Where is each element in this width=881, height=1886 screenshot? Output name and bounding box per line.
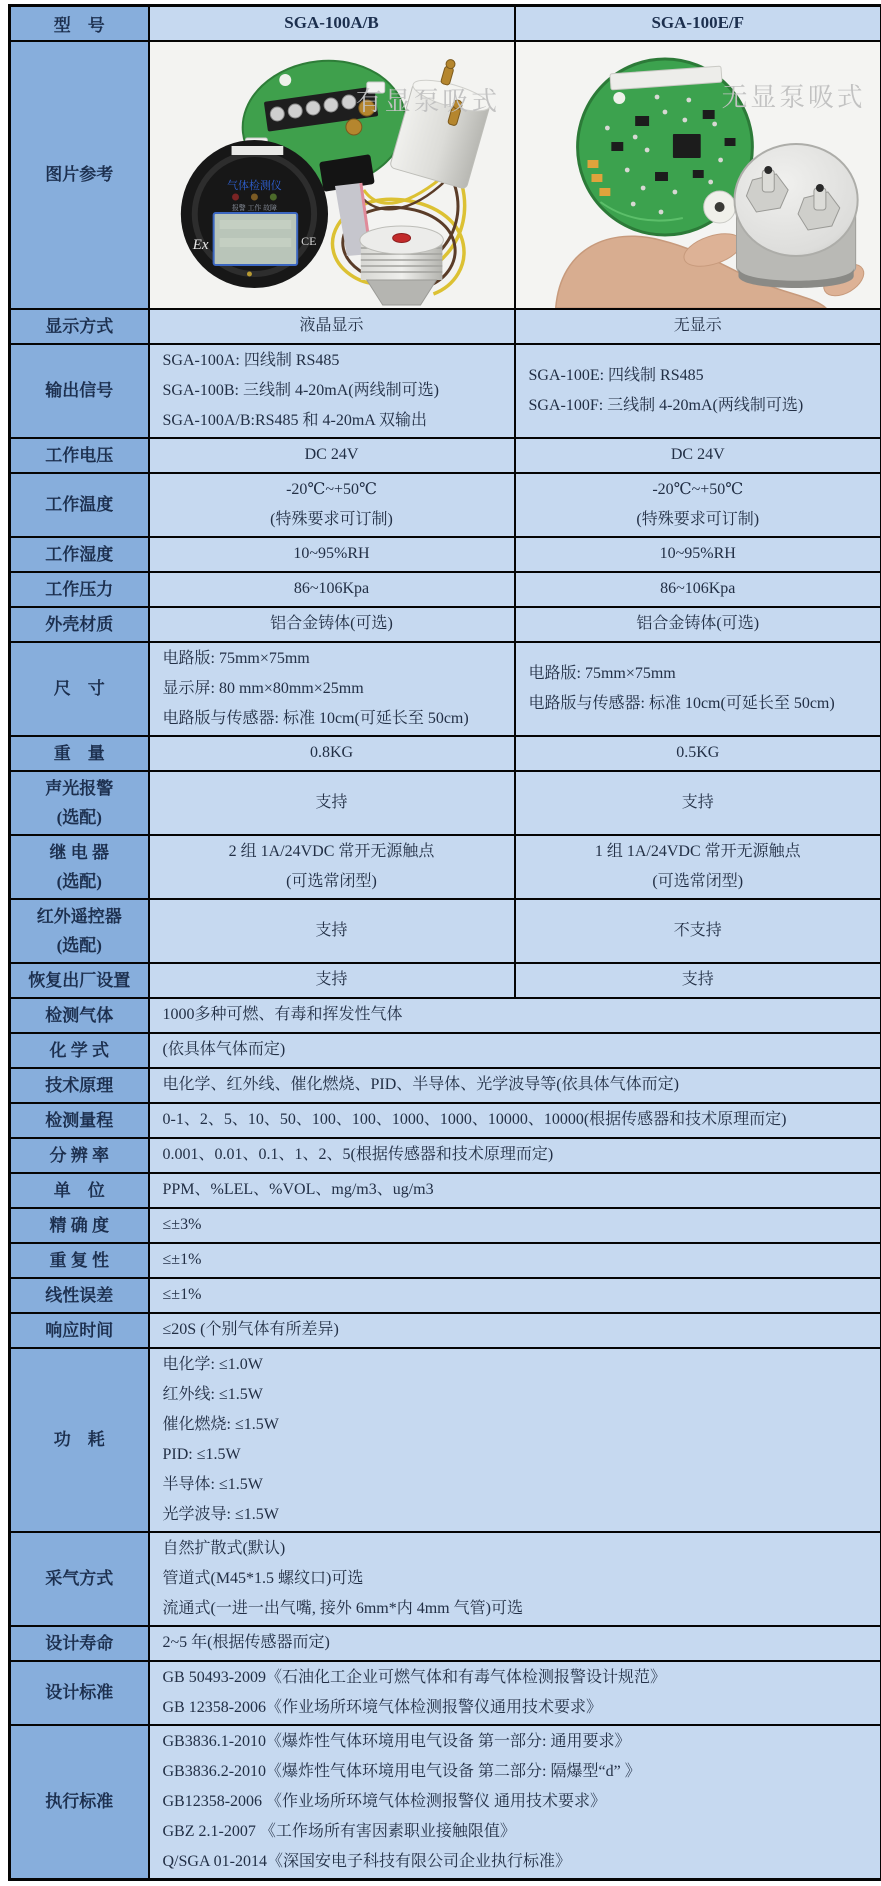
row-label-line: 设计寿命 xyxy=(12,1629,147,1658)
value-line: 液晶显示 xyxy=(156,311,508,341)
spec-row-sound-light-alarm xyxy=(10,771,881,835)
value-line: 半导体: ≤1.5W xyxy=(163,1470,875,1500)
value-cell-working-temperature-b xyxy=(515,473,881,537)
value-line: GB 50493-2009《石油化工企业可燃气体和有毒气体检测报警设计规范》 xyxy=(163,1663,875,1693)
row-label-line: 图片参考 xyxy=(12,160,147,189)
row-label-technical-principle xyxy=(10,1068,149,1103)
value-line: 86~106Kpa xyxy=(156,574,508,604)
product-photo-a-illustration xyxy=(150,42,514,308)
value-line: 0.8KG xyxy=(156,738,508,768)
value-cell-dimensions-a xyxy=(149,642,515,736)
value-cell-working-pressure-a xyxy=(149,572,515,607)
value-cell-factory-reset-b xyxy=(515,963,881,998)
value-line: ≤±1% xyxy=(163,1245,875,1275)
row-label-accuracy xyxy=(10,1208,149,1243)
value-line: (可选常闭型) xyxy=(156,867,508,897)
row-label-sampling-method xyxy=(10,1532,149,1626)
value-line: 不支持 xyxy=(522,916,875,946)
value-cell-factory-reset-a xyxy=(149,963,515,998)
gauge-led-labels: 报警 工作 故障 xyxy=(231,202,276,211)
spec-row-linearity-error xyxy=(10,1278,881,1313)
value-line: SGA-100A: 四线制 RS485 xyxy=(163,346,508,376)
spec-row-working-pressure xyxy=(10,572,881,607)
value-line: 无显示 xyxy=(522,311,875,341)
spec-row-accuracy xyxy=(10,1208,881,1243)
value-line: 支持 xyxy=(156,965,508,995)
value-line: (特殊要求可订制) xyxy=(522,505,875,535)
spec-row-shell-material xyxy=(10,607,881,642)
row-label-resolution xyxy=(10,1138,149,1173)
value-line: PPM、%LEL、%VOL、mg/m3、ug/m3 xyxy=(163,1175,875,1205)
value-line: 支持 xyxy=(156,788,508,818)
value-line: 电化学、红外线、催化燃烧、PID、半导体、光学波导等(依具体气体而定) xyxy=(163,1070,875,1100)
row-label-line: 检测气体 xyxy=(12,1001,147,1030)
value-cell-unit xyxy=(149,1173,881,1208)
spec-row-ir-remote xyxy=(10,899,881,963)
value-line: 2~5 年(根据传感器而定) xyxy=(163,1628,875,1658)
value-cell-shell-material-a xyxy=(149,607,515,642)
row-label-line: 技术原理 xyxy=(12,1071,147,1100)
value-line: GB3836.2-2010《爆炸性气体环境用电气设备 第二部分: 隔爆型“d” 》 xyxy=(163,1757,875,1787)
sensor-cylinder-b xyxy=(734,144,857,288)
row-label-weight xyxy=(10,736,149,771)
spec-row-factory-reset xyxy=(10,963,881,998)
spec-row-detected-gas xyxy=(10,998,881,1033)
spec-row-working-humidity xyxy=(10,537,881,572)
value-cell-weight-a xyxy=(149,736,515,771)
row-label-execution-standard xyxy=(10,1725,149,1880)
row-label-output-signal xyxy=(10,344,149,438)
row-label-line: 重 复 性 xyxy=(12,1246,147,1275)
value-line: 0-1、2、5、10、50、100、100、1000、1000、10000、10000(根据传感器和技术原理而定) xyxy=(163,1105,875,1135)
value-line: 10~95%RH xyxy=(156,539,508,569)
row-label-line: (选配) xyxy=(12,931,147,960)
row-label-working-pressure xyxy=(10,572,149,607)
value-cell-relay-a xyxy=(149,835,515,899)
value-line: 流通式(一进一出气嘴, 接外 6mm*内 4mm 气管)可选 xyxy=(163,1594,875,1624)
spec-row-relay xyxy=(10,835,881,899)
spec-table xyxy=(8,4,881,1881)
value-line: SGA-100A/B:RS485 和 4-20mA 双输出 xyxy=(163,406,508,436)
watermark-text-a: 有显泵吸式 xyxy=(355,86,499,115)
spec-row-technical-principle xyxy=(10,1068,881,1103)
value-line: 1000多种可燃、有毒和挥发性气体 xyxy=(163,1000,875,1030)
row-label-design-standard xyxy=(10,1661,149,1725)
header-model-a: SGA-100A/B xyxy=(149,6,515,41)
value-cell-working-pressure-b xyxy=(515,572,881,607)
value-line: 10~95%RH xyxy=(522,539,875,569)
row-label-line: 采气方式 xyxy=(12,1564,147,1593)
value-line: 支持 xyxy=(522,788,875,818)
product-photo-b-illustration xyxy=(516,42,881,308)
spec-row-execution-standard xyxy=(10,1725,881,1880)
row-label-line: 响应时间 xyxy=(12,1316,147,1345)
value-line: GB12358-2006 《作业场所环境气体检测报警仪 通用技术要求》 xyxy=(163,1787,875,1817)
value-line: 光学波导: ≤1.5W xyxy=(163,1500,875,1530)
row-label-line: 继 电 器 xyxy=(12,838,147,867)
gauge-ex-mark: Ex xyxy=(191,236,208,252)
value-line: (特殊要求可订制) xyxy=(156,505,508,535)
value-line: 管道式(M45*1.5 螺纹口)可选 xyxy=(163,1564,875,1594)
row-label-line: 外壳材质 xyxy=(12,610,147,639)
value-cell-sound-light-alarm-b xyxy=(515,771,881,835)
row-label-line: 声光报警 xyxy=(12,774,147,803)
row-label-repeatability xyxy=(10,1243,149,1278)
value-line: 0.5KG xyxy=(522,738,875,768)
row-label-chemical-formula xyxy=(10,1033,149,1068)
row-label-shell-material xyxy=(10,607,149,642)
spec-row-repeatability xyxy=(10,1243,881,1278)
row-label-dimensions xyxy=(10,642,149,736)
row-label-design-life xyxy=(10,1626,149,1661)
value-line: 电路版与传感器: 标准 10cm(可延长至 50cm) xyxy=(529,689,875,719)
value-cell-response-time xyxy=(149,1313,881,1348)
row-label-ir-remote xyxy=(10,899,149,963)
watermark-text-b: 无显泵吸式 xyxy=(721,82,865,111)
value-line: 红外线: ≤1.5W xyxy=(163,1380,875,1410)
spec-row-working-temperature xyxy=(10,473,881,537)
value-cell-chemical-formula xyxy=(149,1033,881,1068)
row-label-line: 线性误差 xyxy=(12,1281,147,1310)
spec-row-dimensions xyxy=(10,642,881,736)
spec-row-chemical-formula xyxy=(10,1033,881,1068)
row-label-working-temperature xyxy=(10,473,149,537)
value-line: GBZ 2.1-2007 《工作场所有害因素职业接触限值》 xyxy=(163,1817,875,1847)
header-model-label: 型 号 xyxy=(10,6,149,41)
spec-row-display-mode xyxy=(10,309,881,344)
row-label-line: 设计标准 xyxy=(12,1678,147,1707)
value-cell-working-temperature-a xyxy=(149,473,515,537)
spec-row-detection-range xyxy=(10,1103,881,1138)
value-cell-shell-material-b xyxy=(515,607,881,642)
value-line: 铝合金铸体(可选) xyxy=(522,609,875,639)
spec-row-weight xyxy=(10,736,881,771)
gauge-title-text: 气体检测仪 xyxy=(227,177,282,191)
value-cell-output-signal-b xyxy=(515,344,881,438)
value-cell-working-voltage-a xyxy=(149,438,515,473)
product-photo-a xyxy=(149,41,515,309)
row-label-line: 工作电压 xyxy=(12,441,147,470)
row-label-unit xyxy=(10,1173,149,1208)
row-label-line: 恢复出厂设置 xyxy=(12,966,147,995)
value-line: SGA-100B: 三线制 4-20mA(两线制可选) xyxy=(163,376,508,406)
row-label-line: 重 量 xyxy=(12,739,147,768)
row-label-line: 单 位 xyxy=(12,1176,147,1205)
spec-row-response-time xyxy=(10,1313,881,1348)
value-cell-dimensions-b xyxy=(515,642,881,736)
row-label-detected-gas xyxy=(10,998,149,1033)
value-cell-accuracy xyxy=(149,1208,881,1243)
value-cell-sound-light-alarm-a xyxy=(149,771,515,835)
value-cell-repeatability xyxy=(149,1243,881,1278)
value-line: 电路版与传感器: 标准 10cm(可延长至 50cm) xyxy=(163,704,508,734)
image-row-label xyxy=(10,41,149,309)
row-label-detection-range xyxy=(10,1103,149,1138)
value-cell-technical-principle xyxy=(149,1068,881,1103)
value-line: PID: ≤1.5W xyxy=(163,1440,875,1470)
value-line: GB 12358-2006《作业场所环境气体检测报警仪通用技术要求》 xyxy=(163,1693,875,1723)
value-line: 显示屏: 80 mm×80mm×25mm xyxy=(163,674,508,704)
spec-row-resolution xyxy=(10,1138,881,1173)
value-line: 催化燃烧: ≤1.5W xyxy=(163,1410,875,1440)
product-photo-b xyxy=(515,41,881,309)
row-label-line: 检测量程 xyxy=(12,1106,147,1135)
spec-row-design-standard xyxy=(10,1661,881,1725)
header-row xyxy=(10,6,881,41)
spec-row-working-voltage xyxy=(10,438,881,473)
value-cell-display-mode-a xyxy=(149,309,515,344)
spec-row-power-consumption xyxy=(10,1348,881,1532)
row-label-line: 精 确 度 xyxy=(12,1211,147,1240)
value-line: ≤±1% xyxy=(163,1280,875,1310)
value-line: 支持 xyxy=(156,916,508,946)
value-line: ≤±3% xyxy=(163,1210,875,1240)
value-line: (依具体气体而定) xyxy=(163,1035,875,1065)
value-line: (可选常闭型) xyxy=(522,867,875,897)
value-cell-display-mode-b xyxy=(515,309,881,344)
value-line: 1 组 1A/24VDC 常开无源触点 xyxy=(522,837,875,867)
row-label-line: 尺 寸 xyxy=(12,674,147,703)
value-cell-ir-remote-b xyxy=(515,899,881,963)
value-cell-resolution xyxy=(149,1138,881,1173)
value-cell-detection-range xyxy=(149,1103,881,1138)
value-cell-working-humidity-b xyxy=(515,537,881,572)
spec-row-design-life xyxy=(10,1626,881,1661)
spec-row-sampling-method xyxy=(10,1532,881,1626)
value-cell-linearity-error xyxy=(149,1278,881,1313)
value-line: SGA-100F: 三线制 4-20mA(两线制可选) xyxy=(529,391,875,421)
row-label-factory-reset xyxy=(10,963,149,998)
spec-row-output-signal xyxy=(10,344,881,438)
header-model-b: SGA-100E/F xyxy=(515,6,881,41)
value-line: DC 24V xyxy=(156,440,508,470)
value-line: 电路版: 75mm×75mm xyxy=(529,659,875,689)
row-label-line: (选配) xyxy=(12,803,147,832)
row-label-response-time xyxy=(10,1313,149,1348)
value-line: 电化学: ≤1.0W xyxy=(163,1350,875,1380)
row-label-linearity-error xyxy=(10,1278,149,1313)
value-cell-output-signal-a xyxy=(149,344,515,438)
row-label-relay xyxy=(10,835,149,899)
value-line: -20℃~+50℃ xyxy=(156,475,508,505)
row-label-line: 显示方式 xyxy=(12,312,147,341)
row-label-line: 工作湿度 xyxy=(12,540,147,569)
spec-row-unit xyxy=(10,1173,881,1208)
value-line: 86~106Kpa xyxy=(522,574,875,604)
value-line: 支持 xyxy=(522,965,875,995)
value-cell-design-standard xyxy=(149,1661,881,1725)
row-label-line: (选配) xyxy=(12,867,147,896)
value-cell-weight-b xyxy=(515,736,881,771)
row-label-line: 工作温度 xyxy=(12,490,147,519)
value-line: 电路版: 75mm×75mm xyxy=(163,644,508,674)
value-cell-working-voltage-b xyxy=(515,438,881,473)
row-label-line: 输出信号 xyxy=(12,376,147,405)
row-label-line: 红外遥控器 xyxy=(12,902,147,931)
gas-detector-gauge xyxy=(180,140,327,288)
row-label-line: 分 辨 率 xyxy=(12,1141,147,1170)
row-label-line: 化 学 式 xyxy=(12,1036,147,1065)
row-label-line: 执行标准 xyxy=(12,1787,147,1816)
row-label-working-voltage xyxy=(10,438,149,473)
row-label-power-consumption xyxy=(10,1348,149,1532)
row-label-display-mode xyxy=(10,309,149,344)
image-row xyxy=(10,41,881,309)
gauge-ce-mark: CE xyxy=(301,233,316,247)
value-line: 自然扩散式(默认) xyxy=(163,1534,875,1564)
value-cell-sampling-method xyxy=(149,1532,881,1626)
value-line: 0.001、0.01、0.1、1、2、5(根据传感器和技术原理而定) xyxy=(163,1140,875,1170)
value-cell-design-life xyxy=(149,1626,881,1661)
value-cell-relay-b xyxy=(515,835,881,899)
value-cell-working-humidity-a xyxy=(149,537,515,572)
row-label-line: 功 耗 xyxy=(12,1425,147,1454)
value-line: Q/SGA 01-2014《深国安电子科技有限公司企业执行标准》 xyxy=(163,1847,875,1877)
value-cell-detected-gas xyxy=(149,998,881,1033)
value-line: 铝合金铸体(可选) xyxy=(156,609,508,639)
value-line: DC 24V xyxy=(522,440,875,470)
value-line: 2 组 1A/24VDC 常开无源触点 xyxy=(156,837,508,867)
value-cell-ir-remote-a xyxy=(149,899,515,963)
value-line: GB3836.1-2010《爆炸性气体环境用电气设备 第一部分: 通用要求》 xyxy=(163,1727,875,1757)
value-cell-execution-standard xyxy=(149,1725,881,1880)
value-line: ≤20S (个别气体有所差异) xyxy=(163,1315,875,1345)
value-cell-power-consumption xyxy=(149,1348,881,1532)
row-label-line: 工作压力 xyxy=(12,575,147,604)
value-line: -20℃~+50℃ xyxy=(522,475,875,505)
row-label-working-humidity xyxy=(10,537,149,572)
row-label-sound-light-alarm xyxy=(10,771,149,835)
value-line: SGA-100E: 四线制 RS485 xyxy=(529,361,875,391)
